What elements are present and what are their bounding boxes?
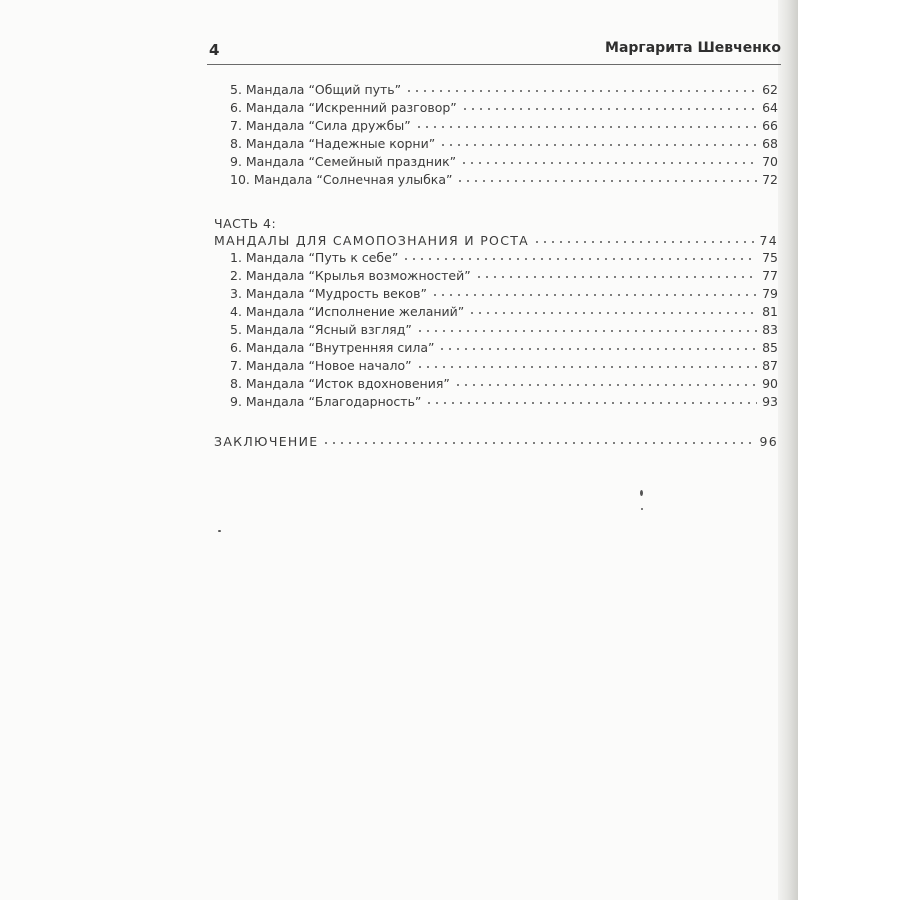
toc-entry-page: 75	[762, 250, 778, 265]
toc-entry-page: 62	[762, 82, 778, 97]
toc-entry-title: 7. Мандала “Новое начало”	[230, 358, 412, 373]
toc-entry	[230, 285, 778, 302]
toc-entry-title: 9. Мандала “Семейный праздник”	[230, 154, 457, 169]
toc-entry	[230, 153, 778, 170]
dot-leader	[468, 309, 757, 317]
toc-entry-page: 66	[762, 118, 778, 133]
conclusion-page: 96	[759, 434, 778, 449]
toc-entry	[230, 99, 778, 116]
toc-entry	[230, 375, 778, 392]
toc-entry-title: 9. Мандала “Благодарность”	[230, 394, 422, 409]
toc-entry-page: 70	[762, 154, 778, 169]
dot-leader	[402, 255, 757, 263]
dot-leader	[322, 439, 756, 447]
scan-background	[798, 0, 900, 900]
toc-entry-title: 2. Мандала “Крылья возможностей”	[230, 268, 471, 283]
toc-entry	[230, 81, 778, 98]
toc-entry-title: 4. Мандала “Исполнение желаний”	[230, 304, 465, 319]
toc-entry	[230, 249, 778, 266]
toc-entry-page: 81	[762, 304, 778, 319]
toc-entry	[230, 171, 778, 188]
dot-leader	[456, 177, 757, 185]
toc-entry-title: 8. Мандала “Исток вдохновения”	[230, 376, 450, 391]
toc-entry-title: 7. Мандала “Сила дружбы”	[230, 118, 411, 133]
toc-entry-title: 3. Мандала “Мудрость веков”	[230, 286, 427, 301]
scan-speck	[640, 490, 643, 496]
toc-entry-title: 6. Мандала “Искренний разговор”	[230, 100, 457, 115]
dot-leader	[415, 123, 757, 131]
toc-entry-page: 85	[762, 340, 778, 355]
dot-leader	[461, 105, 757, 113]
toc-entry-title: 5. Мандала “Общий путь”	[230, 82, 402, 97]
toc-entry	[230, 303, 778, 320]
author-name: Маргарита Шевченко	[605, 40, 781, 56]
toc-entry-title: 6. Мандала “Внутренняя сила”	[230, 340, 435, 355]
dot-leader	[460, 159, 757, 167]
scan-speck	[218, 530, 221, 532]
toc-entry-title: 8. Мандала “Надежные корни”	[230, 136, 436, 151]
toc-entry	[230, 135, 778, 152]
dot-leader	[454, 381, 757, 389]
toc-entry-page: 93	[762, 394, 778, 409]
toc-entry-title: 5. Мандала “Ясный взгляд”	[230, 322, 412, 337]
toc-entry-page: 68	[762, 136, 778, 151]
toc-entry-title: 10. Мандала “Солнечная улыбка”	[230, 172, 453, 187]
conclusion-title: ЗАКЛЮЧЕНИЕ	[214, 434, 319, 449]
toc-part-heading	[214, 232, 778, 249]
dot-leader	[475, 273, 757, 281]
part-page: 74	[759, 233, 778, 248]
toc-entry-page: 79	[762, 286, 778, 301]
dot-leader	[533, 238, 756, 246]
page-number: 4	[209, 41, 220, 59]
dot-leader	[416, 363, 757, 371]
toc-entry	[230, 357, 778, 374]
dot-leader	[431, 291, 757, 299]
toc-entry	[230, 117, 778, 134]
toc-entry-page: 87	[762, 358, 778, 373]
part-title: МАНДАЛЫ ДЛЯ САМОПОЗНАНИЯ И РОСТА	[214, 233, 530, 248]
toc-entry-page: 83	[762, 322, 778, 337]
dot-leader	[425, 399, 757, 407]
toc-entry	[230, 321, 778, 338]
dot-leader	[416, 327, 757, 335]
part-label: ЧАСТЬ 4:	[214, 216, 277, 231]
toc-conclusion	[214, 433, 778, 450]
dot-leader	[439, 141, 757, 149]
toc-entry-page: 77	[762, 268, 778, 283]
toc-entry	[230, 267, 778, 284]
toc-entry-title: 1. Мандала “Путь к себе”	[230, 250, 399, 265]
toc-entry-page: 90	[762, 376, 778, 391]
toc-entry-page: 72	[762, 172, 778, 187]
toc-entry	[230, 339, 778, 356]
scan-speck	[641, 508, 643, 510]
toc-entry-page: 64	[762, 100, 778, 115]
toc-entry	[230, 393, 778, 410]
dot-leader	[405, 87, 757, 95]
dot-leader	[438, 345, 757, 353]
